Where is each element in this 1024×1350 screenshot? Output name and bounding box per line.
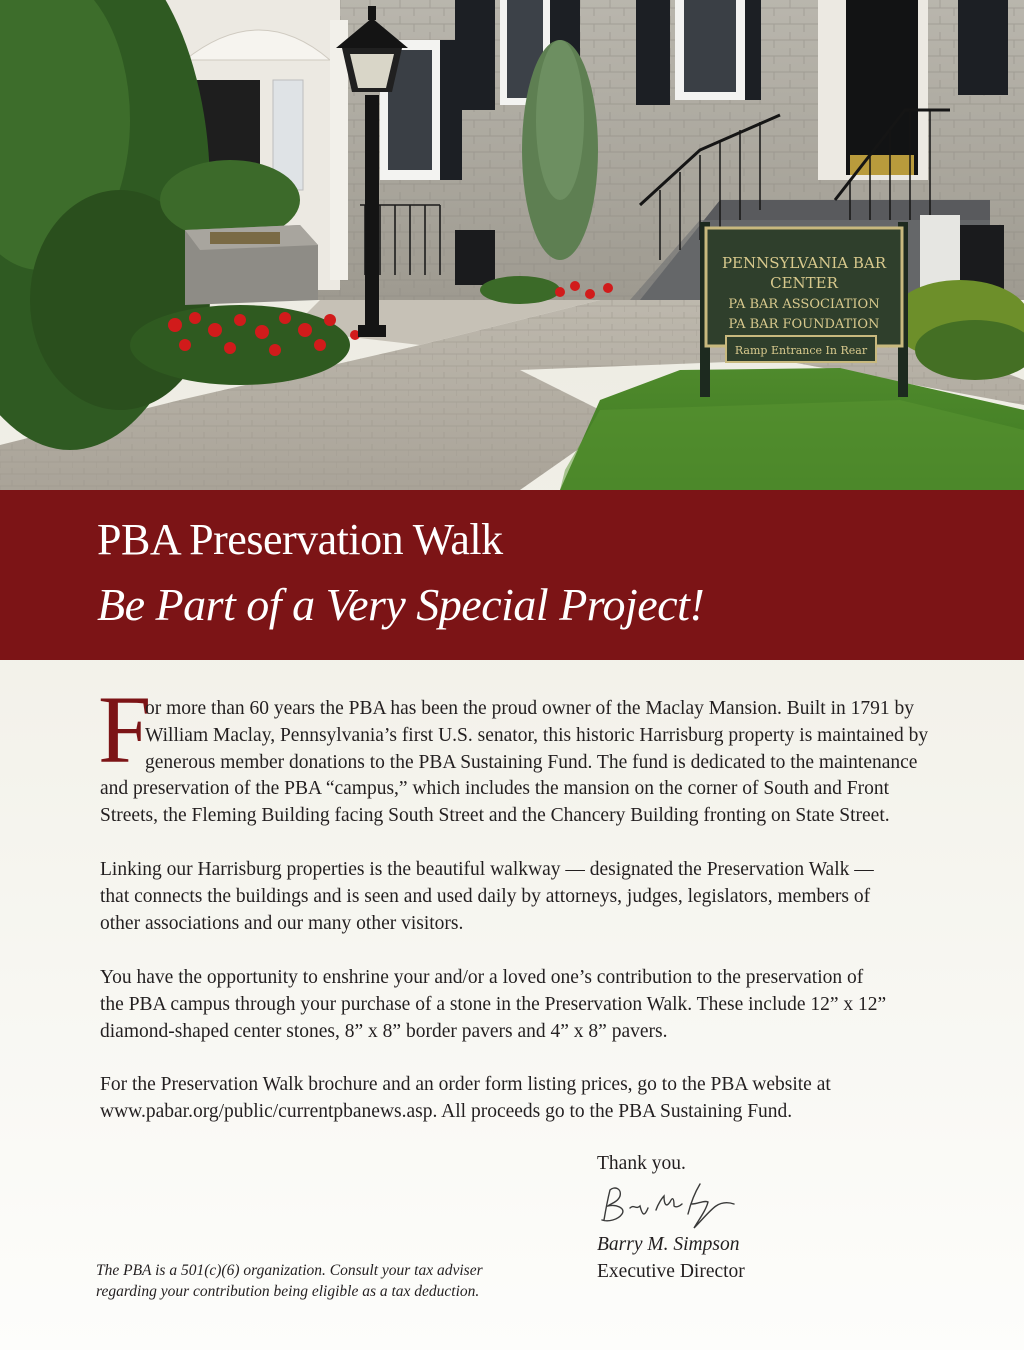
text-line: William Maclay, Pennsylvania’s first U.S. senator, this historic Harrisburg property is maintained by: [145, 724, 929, 746]
hero-photo: [0, 0, 1024, 490]
sign-line-3: PA BAR ASSOCIATION: [728, 297, 880, 312]
text-line: You have the opportunity to enshrine your and/or a loved one’s contribution to the preservation of: [100, 967, 864, 988]
tax-footnote: [96, 1260, 536, 1302]
paragraph-opportunity: [100, 965, 940, 1045]
text-line: generous member donations to the PBA Sustaining Fund. The fund is dedicated to the maintenance: [145, 751, 918, 773]
text-line: Streets, the Fleming Building facing South Street and the Chancery Building fronting on State Street.: [100, 805, 890, 827]
text-line: diamond-shaped center stones, 8” x 8” border pavers and 4” x 8” pavers.: [100, 1020, 668, 1042]
sign-line-4: PA BAR FOUNDATION: [728, 317, 880, 332]
paragraph-website: [100, 1072, 940, 1126]
signer-title: Executive Director: [597, 1261, 745, 1282]
signature-image: [596, 1180, 746, 1232]
text-line: the PBA campus through your purchase of a stone in the Preservation Walk. These include 12” x 12”: [100, 993, 887, 1015]
text-line: that connects the buildings and is seen and used daily by attorneys, judges, legislators, members of: [100, 885, 871, 907]
text-line: For the Preservation Walk brochure and an order form listing prices, go to the PBA website at: [100, 1074, 831, 1095]
text-line: or more than 60 years the PBA has been the proud owner of the Maclay Mansion. Built in 1791 by: [145, 698, 915, 719]
footnote-line: regarding your contribution being eligible as a tax deduction.: [96, 1283, 480, 1300]
paragraph-walkway: [100, 857, 940, 937]
text-line: other associations and our many other visitors.: [100, 912, 464, 934]
text-line: and preservation of the PBA “campus,” which includes the mansion on the corner of South and Front: [100, 778, 890, 800]
text-line: Linking our Harrisburg properties is the beautiful walkway — designated the Preservation Walk —: [100, 859, 874, 880]
sign-ramp-text: Ramp Entrance In Rear: [734, 344, 868, 357]
footnote-line: The PBA is a 501(c)(6) organization. Consult your tax adviser: [96, 1262, 483, 1279]
page-title: PBA Preservation Walk: [97, 515, 503, 564]
drop-cap: F: [98, 676, 152, 783]
sign-line-1: PENNSYLVANIA BAR: [721, 254, 887, 272]
closing-thanks: Thank you.: [597, 1153, 686, 1174]
signer-name: Barry M. Simpson: [597, 1234, 740, 1255]
page-subtitle: Be Part of a Very Special Project!: [97, 579, 705, 630]
sign-line-2: CENTER: [770, 274, 838, 292]
text-line: www.pabar.org/public/currentpbanews.asp. All proceeds go to the PBA Sustaining Fund.: [100, 1100, 793, 1122]
paragraph-history: [100, 696, 940, 830]
